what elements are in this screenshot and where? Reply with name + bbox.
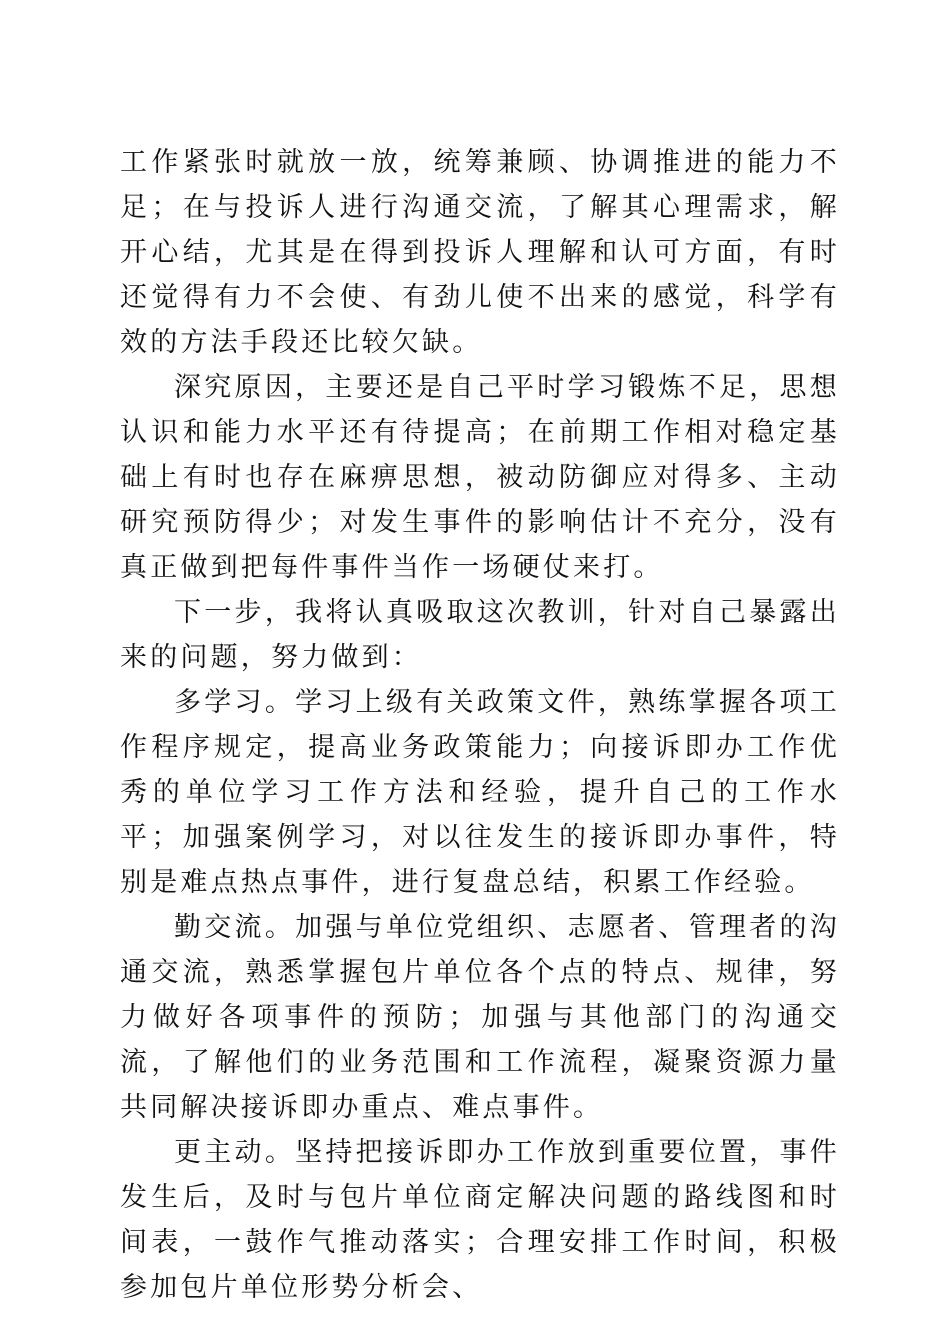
- document-body: [120, 140, 840, 1310]
- paragraph-next-steps: 下一步，我将认真吸取这次教训，针对自己暴露出来的问题，努力做到：: [120, 597, 840, 673]
- paragraph-communicate: 勤交流。加强与单位党组织、志愿者、管理者的沟通交流，熟悉掌握包片单位各个点的特点、规律，努力做好各项事件的预防；加强与其他部门的沟通交流，了解他们的业务范围和工作流程，凝聚资源力量共同解决接诉即办重点、难点事件。: [120, 912, 840, 1123]
- paragraph-root-cause: 深究原因，主要还是自己平时学习锻炼不足，思想认识和能力水平还有待提高；在前期工作相对稳定基础上有时也存在麻痹思想，被动防御应对得多、主动研究预防得少；对发生事件的影响估计不充分，没有真正做到把每件事件当作一场硬仗来打。: [120, 372, 840, 583]
- paragraph-learn-more: 多学习。学习上级有关政策文件，熟练掌握各项工作程序规定，提高业务政策能力；向接诉即办工作优秀的单位学习工作方法和经验，提升自己的工作水平；加强案例学习，对以往发生的接诉即办事件，特别是难点热点事件，进行复盘总结，积累工作经验。: [120, 687, 840, 898]
- paragraph-continuation: 工作紧张时就放一放，统筹兼顾、协调推进的能力不足；在与投诉人进行沟通交流，了解其心理需求，解开心结，尤其是在得到投诉人理解和认可方面，有时还觉得有力不会使、有劲儿使不出来的感觉，科学有效的方法手段还比较欠缺。: [120, 147, 840, 358]
- paragraph-be-proactive: 更主动。坚持把接诉即办工作放到重要位置，事件发生后，及时与包片单位商定解决问题的路线图和时间表，一鼓作气推动落实；合理安排工作时间，积极参加包片单位形势分析会、: [120, 1137, 840, 1303]
